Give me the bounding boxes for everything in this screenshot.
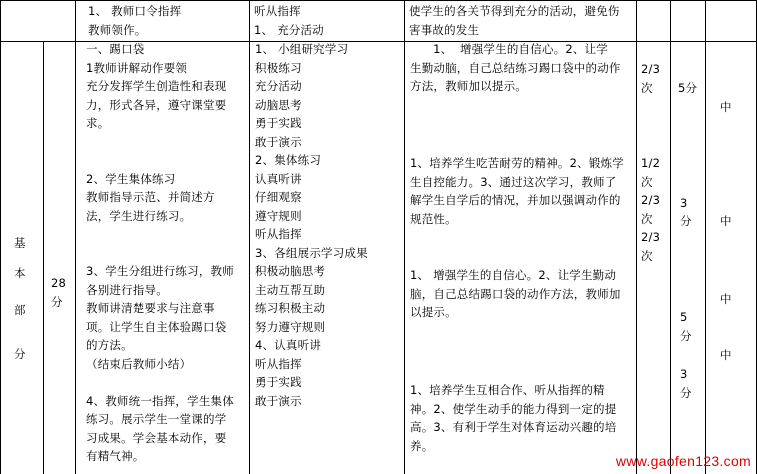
top-teacher-cell (88, 2, 181, 39)
intensity-value: 中 (720, 214, 732, 228)
duration-value: 3 (680, 367, 688, 381)
text-line: 生勤动脑，自己总结练习踢口袋中的动作 (410, 60, 621, 75)
text-line: 一、踢口袋 (86, 42, 145, 56)
section-char: 部 (14, 303, 26, 317)
section-char: 分 (14, 347, 26, 361)
duration-value: 5分 (678, 81, 698, 95)
text-line: 积极练习 (255, 60, 302, 75)
text-line (86, 151, 234, 170)
text-line: 动脑思考 (255, 97, 302, 112)
teacher-activities (86, 40, 234, 466)
text-line: 1、培养学生吃苦耐劳的精神。2、锻炼学 (410, 156, 624, 170)
text-line: 次 (641, 174, 653, 189)
text-line: 教师指导示范、并简述方 (86, 190, 215, 204)
text-line (86, 133, 234, 152)
text-line: 次 (641, 211, 653, 226)
col-border-left (0, 0, 1, 474)
text-line: 练习。展示学生一堂课的学 (86, 412, 227, 426)
text-line: 教师讲清楚要求与注意事 (86, 301, 215, 315)
goal-block-4 (410, 381, 616, 455)
text-line: 听从指挥 (254, 4, 301, 18)
student-activities (255, 40, 368, 410)
top-student-cell (254, 2, 324, 39)
text-line: 脑，自己总结踢口袋的动作方法，教师加 (410, 286, 621, 301)
text-line: 养。 (410, 438, 434, 453)
text-line: 敢于演示 (255, 393, 302, 408)
text-line: 充分发挥学生创造性和表现 (86, 79, 227, 93)
text-line: 以提示。 (410, 305, 457, 319)
intensity-value: 中 (720, 348, 732, 362)
col-border-count (670, 0, 671, 474)
text-line: 1、 充分活动 (254, 22, 324, 37)
text-line: 1、 增强学生的自信心。2、让学生勤动 (410, 268, 617, 282)
text-line: 有精气神。 (86, 449, 145, 463)
col-border-duration (705, 0, 706, 474)
text-line: 遵守规则 (255, 208, 302, 223)
text-line: 积极动脑思考 (255, 264, 326, 278)
text-line: 生自控能力。3、通过这次学习，教师了 (410, 174, 617, 189)
intensity-value: 中 (720, 292, 732, 306)
text-line: 28 (51, 276, 67, 290)
text-line: 方法，教师加以提示。 (410, 79, 527, 93)
section-char: 基 (14, 236, 26, 250)
text-line: 1、 教师口令指挥 (88, 4, 182, 18)
text-line: 仔细观察 (255, 190, 302, 204)
text-line: 项。让学生自主体验踢口袋 (86, 319, 227, 334)
text-line: 3、各组展示学习成果 (255, 245, 368, 260)
text-line: 勇于实践 (255, 116, 302, 130)
text-line: 次 (641, 80, 653, 95)
watermark: www.gaofen123.com (615, 453, 751, 469)
text-line: 3、学生分组进行练习，教师 (86, 264, 234, 278)
count-top (641, 60, 660, 97)
duration-value: 3 (680, 196, 688, 210)
text-line: 规范性。 (410, 211, 457, 226)
text-line: 使学生的各关节得到充分的活动，避免伤 (409, 4, 620, 18)
text-line: 2/3 (641, 193, 661, 207)
text-line: 的方法。 (86, 338, 133, 352)
col-border-goal (636, 0, 637, 474)
text-line: 勇于实践 (255, 375, 302, 389)
text-line: 力，形式各异，遵守课堂要 (86, 97, 227, 112)
text-line: 1教师讲解动作要领 (86, 60, 188, 75)
text-line: 1、培养学生互相合作、听从指挥的精 (410, 383, 605, 397)
row-border-top (0, 0, 757, 1)
text-line: 听从指挥 (255, 356, 302, 371)
text-line: 次 (641, 248, 653, 263)
text-line (86, 373, 234, 392)
goal-block-2 (410, 154, 624, 228)
goal-block-1 (410, 40, 621, 96)
text-line: 认真听讲 (255, 171, 302, 186)
text-line: 2、集体练习 (255, 153, 322, 167)
text-line: 习成果。学会基本动作，要 (86, 430, 227, 445)
text-line: 分 (51, 294, 63, 309)
text-line: 2/3 (641, 62, 661, 76)
text-line: 2、学生集体练习 (86, 171, 176, 186)
text-line: 4、教师统一指挥，学生集体 (86, 393, 234, 408)
text-line: 1、 小组研究学习 (255, 42, 349, 56)
top-goal-cell (409, 2, 620, 39)
count-mid (641, 154, 660, 265)
text-line: 解学生自学后的情况，并加以强调动作的 (410, 193, 621, 207)
text-line: 1、 增强学生的自信心。2、让学 (410, 42, 608, 56)
goal-block-3 (410, 266, 621, 322)
text-line: 害事故的发生 (409, 22, 480, 37)
duration-value: 分 (680, 214, 692, 228)
text-line: 敢于演示 (255, 134, 302, 149)
intensity-value: 中 (720, 100, 732, 114)
col-border-time (75, 0, 76, 474)
text-line: 努力遵守规则 (255, 319, 326, 334)
text-line: 练习积极主动 (255, 301, 326, 315)
section-char: 本 (14, 266, 26, 280)
text-line: 4、认真听讲 (255, 338, 322, 352)
text-line: 高。3、有利于学生对体育运动兴趣的培 (410, 420, 617, 434)
text-line: 主动互帮互助 (255, 282, 326, 297)
text-line: 神。2、使学生动手的能力得到一定的提 (410, 401, 617, 416)
col-border-teacher (249, 0, 250, 474)
col-border-student (404, 0, 405, 474)
col-border-section (43, 41, 44, 474)
text-line: 听从指挥 (255, 227, 302, 241)
text-line: 法，学生进行练习。 (86, 208, 192, 223)
text-line (86, 244, 234, 263)
text-line: 1/2 (641, 156, 661, 170)
text-line: 2/3 (641, 230, 661, 244)
duration-value: 5 (680, 310, 688, 324)
text-line: 求。 (86, 116, 110, 130)
duration-value: 分 (680, 386, 692, 400)
duration-value: 分 (680, 329, 692, 343)
text-line: 充分活动 (255, 79, 302, 93)
section-time (51, 274, 66, 311)
text-line: （结束后教师小结） (86, 356, 192, 371)
text-line (86, 225, 234, 244)
text-line: 各别进行指导。 (86, 282, 168, 297)
text-line: 教师领作。 (88, 22, 147, 37)
